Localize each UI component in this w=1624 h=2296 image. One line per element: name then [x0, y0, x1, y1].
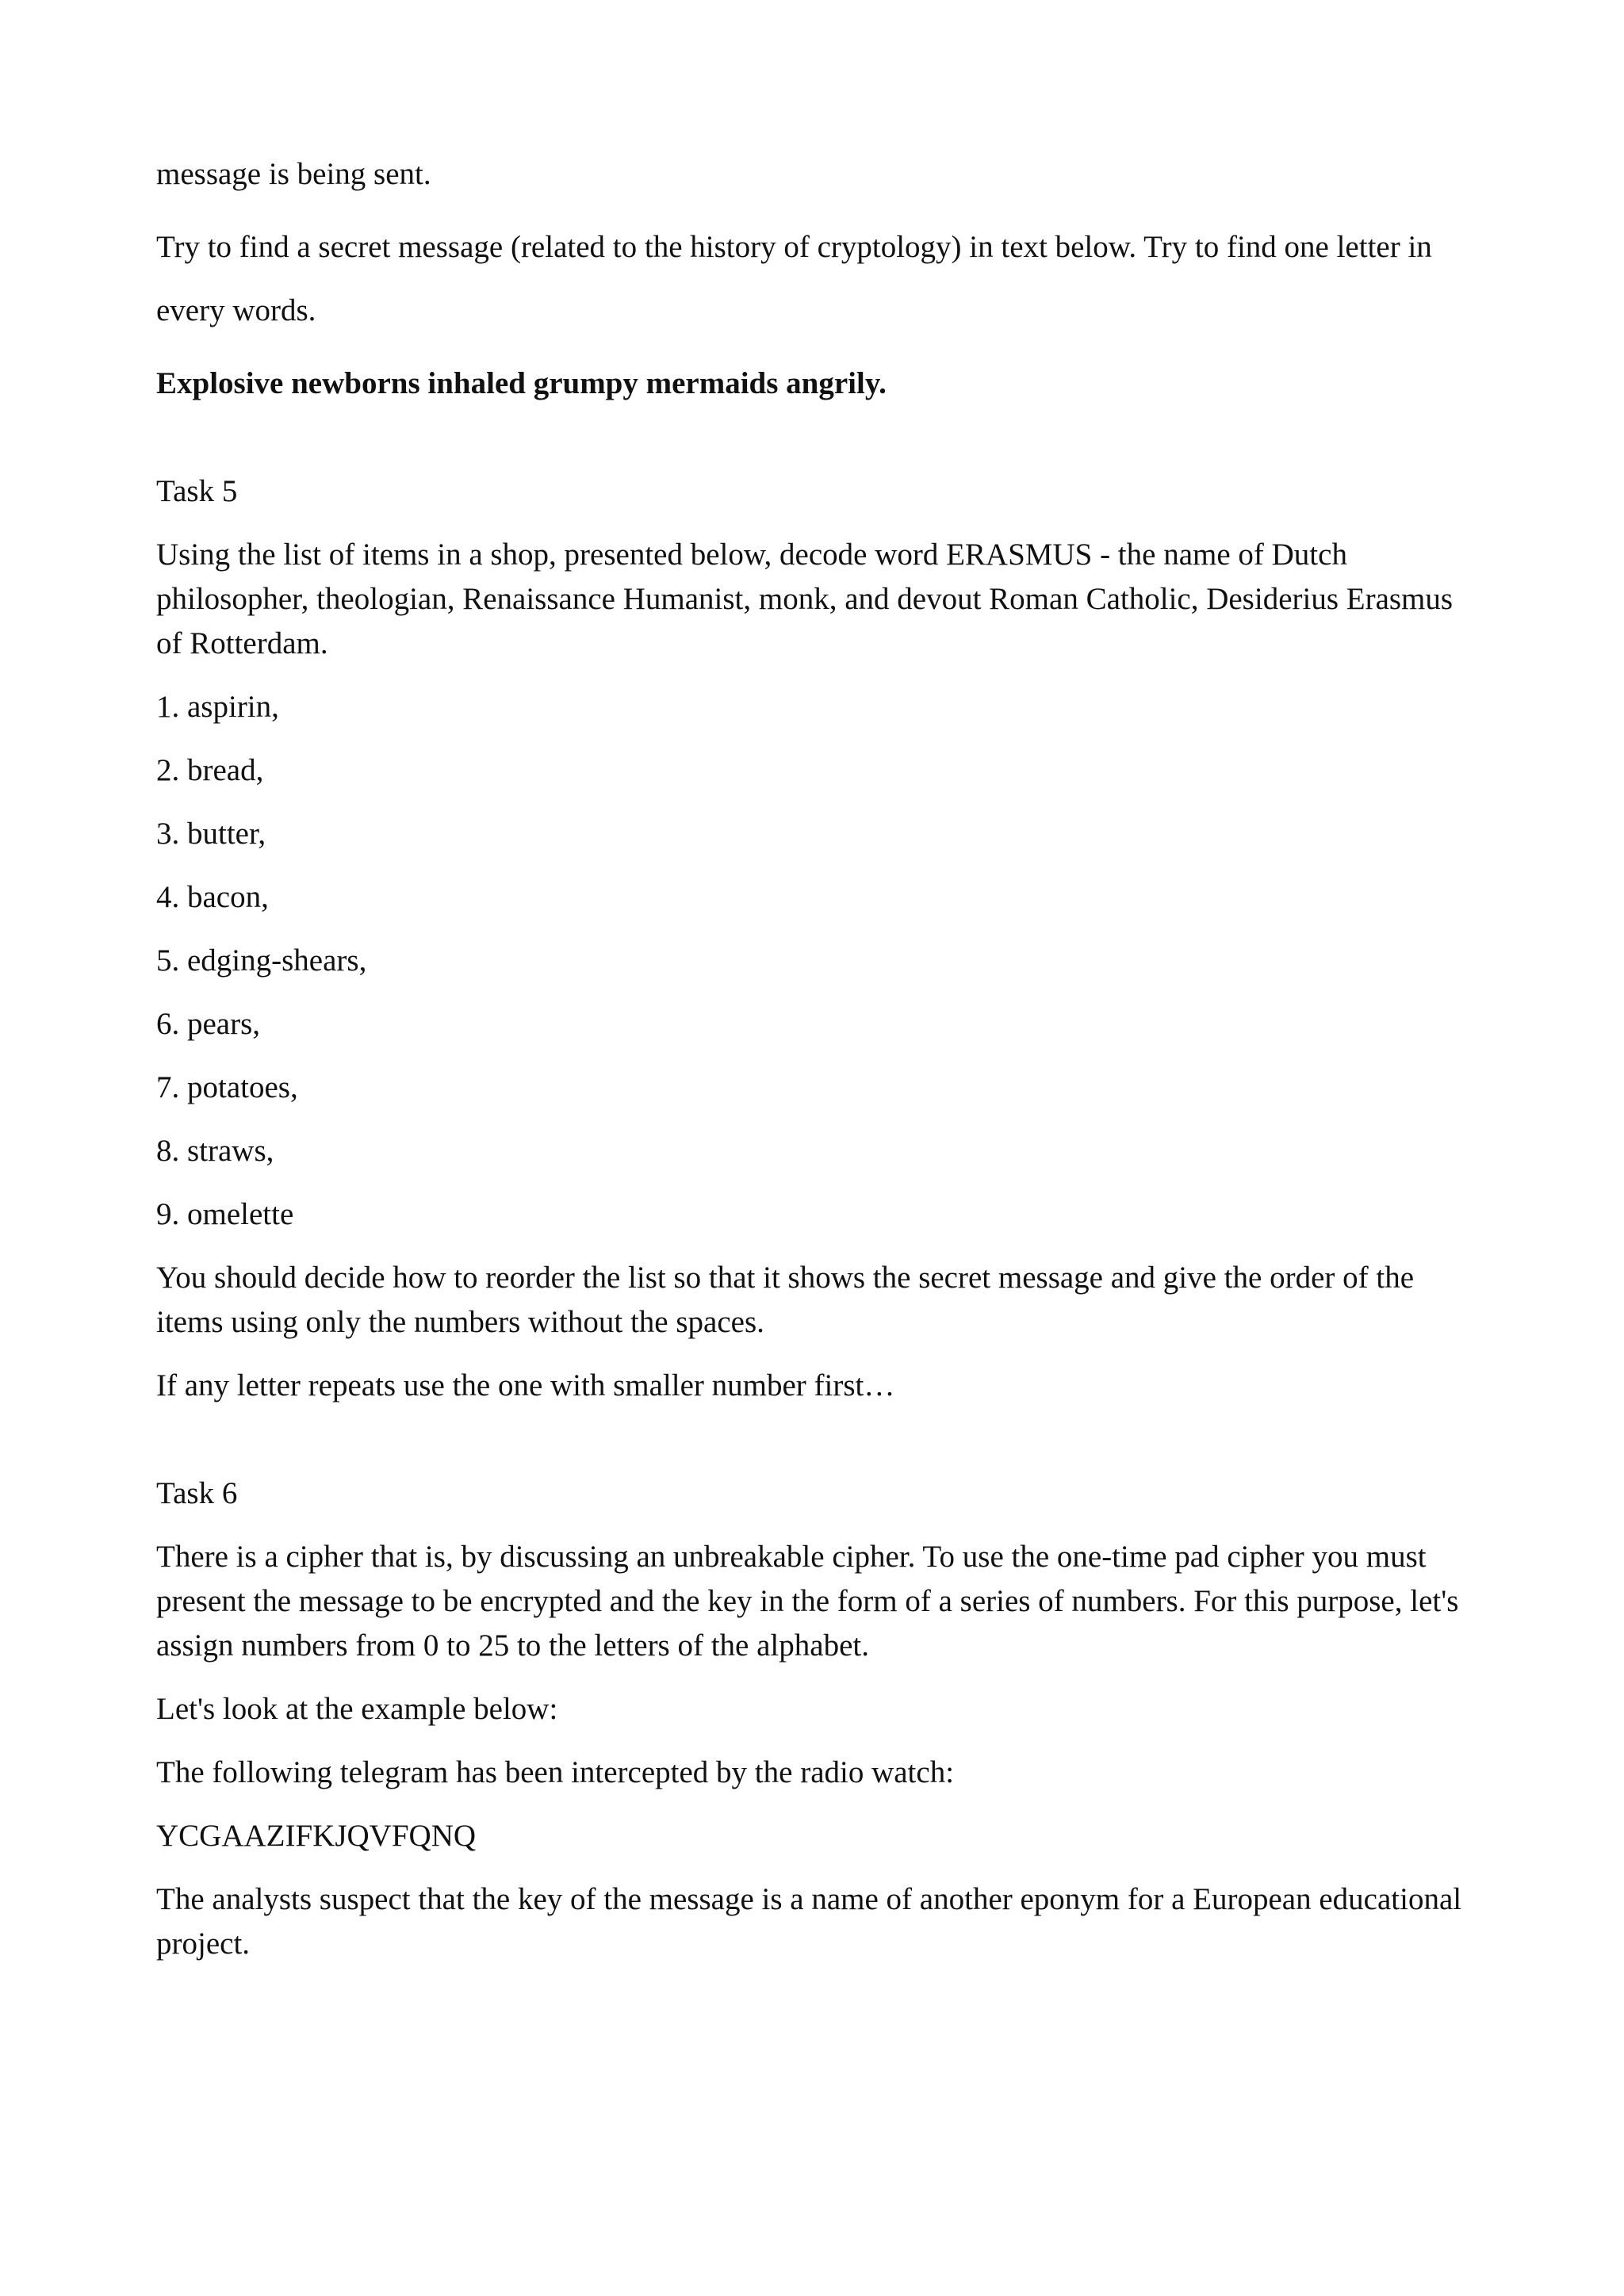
task6-heading: Task 6 — [156, 1476, 238, 1510]
task6-example-intro: Let's look at the example below: — [156, 1692, 558, 1726]
list-item: 3. butter, — [156, 817, 266, 851]
list-item: 2. bread, — [156, 753, 264, 787]
list-item: 9. omelette — [156, 1197, 294, 1231]
intro-instruction: Try to find a secret message (related to the history of cryptology) in text below. Try to find one letter in every words. — [156, 230, 1432, 327]
task6-analysts-note: The analysts suspect that the key of the message is a name of another eponym for a European educational project. — [156, 1882, 1462, 1961]
list-item: 7. potatoes, — [156, 1070, 298, 1104]
puzzle-sentence: Explosive newborns inhaled grumpy mermaids angrily. — [156, 366, 887, 400]
task5-note: If any letter repeats use the one with smaller number first… — [156, 1368, 895, 1402]
task6-description: There is a cipher that is, by discussing an unbreakable cipher. To use the one-time pad cipher you must present the message to be encrypted and the key in the form of a series of numbers. For this purpose, let's assign numbers from 0 to 25 to the letters of the alphabet. — [156, 1540, 1459, 1663]
task6-ciphertext: YCGAAZIFKJQVFQNQ — [156, 1819, 477, 1853]
document-page — [156, 152, 1473, 1966]
list-item: 1. aspirin, — [156, 690, 279, 724]
list-item: 4. bacon, — [156, 880, 269, 914]
intro-continuation: message is being sent. — [156, 157, 431, 191]
task6-telegram-intro: The following telegram has been intercepted by the radio watch: — [156, 1755, 955, 1789]
task5-heading: Task 5 — [156, 474, 238, 508]
shop-items-list — [156, 685, 1473, 1237]
list-item: 8. straws, — [156, 1134, 274, 1168]
list-item: 5. edging-shears, — [156, 943, 367, 978]
task5-description: Using the list of items in a shop, presented below, decode word ERASMUS - the name of Dutch philosopher, theologian, Renaissance Humanist, monk, and devout Roman Catholic, Desiderius Erasmus of Rotterdam. — [156, 538, 1454, 660]
list-item: 6. pears, — [156, 1007, 261, 1041]
task5-instruction: You should decide how to reorder the list so that it shows the secret message and give the order of the items using only the numbers without the spaces. — [156, 1261, 1415, 1339]
